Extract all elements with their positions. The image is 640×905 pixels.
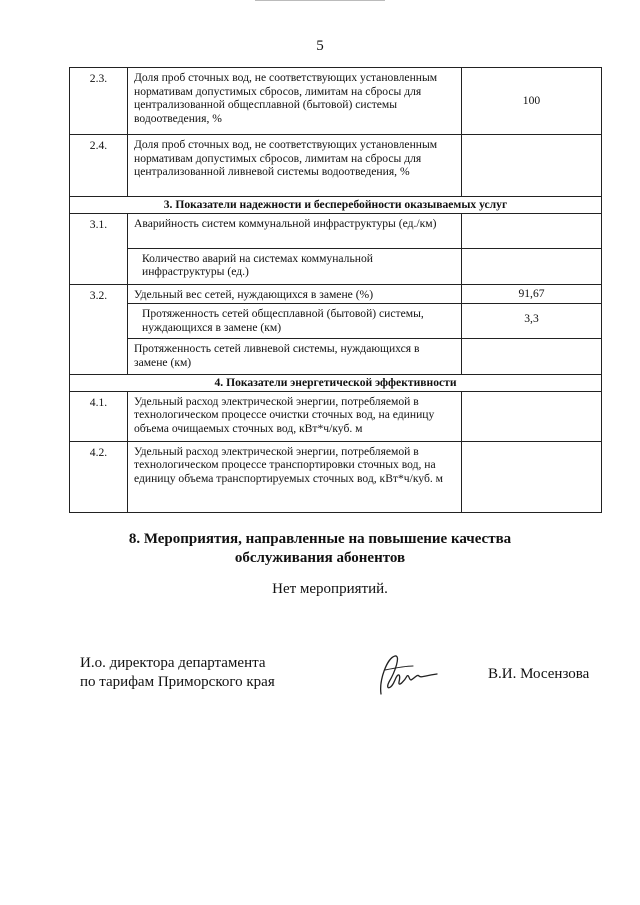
signatory-position: [80, 654, 275, 692]
table-row: [70, 391, 602, 441]
table-row: [70, 441, 602, 512]
table-row: [70, 304, 602, 339]
row-description: Удельный расход электрической энергии, потребляемой в технологическом процессе транспортировки сточных вод, на единицу объема транспортируемых сточных вод, кВт*ч/куб. м: [128, 441, 462, 512]
section-title: 3. Показатели надежности и бесперебойности оказываемых услуг: [70, 197, 602, 214]
row-value: [462, 339, 602, 375]
row-number: 2.3.: [70, 68, 128, 135]
row-value: 3,3: [462, 304, 602, 339]
row-value: [462, 213, 602, 248]
table-row: [70, 339, 602, 375]
table-row: [70, 68, 602, 135]
row-value: [462, 391, 602, 441]
row-value: [462, 135, 602, 197]
row-description: Удельный расход электрической энергии, потребляемой в технологическом процессе очистки сточных вод, на единицу объема очищаемых сточных вод, кВт*ч/куб. м: [128, 391, 462, 441]
row-number: 4.1.: [70, 391, 128, 441]
table-row: [70, 213, 602, 248]
page-number: 5: [316, 38, 324, 54]
table-row: [70, 284, 602, 304]
position-line: И.о. директора департамента: [80, 655, 266, 671]
section-title: 4. Показатели энергетической эффективности: [70, 375, 602, 392]
row-description: Доля проб сточных вод, не соответствующих установленным нормативам допустимых сбросов, лимитам на сбросы для централизованной ливневой системы водоотведения, %: [128, 135, 462, 197]
row-description: Аварийность систем коммунальной инфраструктуры (ед./км): [128, 213, 462, 248]
row-value: [462, 248, 602, 284]
top-border-line: [255, 0, 385, 1]
row-number: 4.2.: [70, 441, 128, 512]
position-line: по тарифам Приморского края: [80, 674, 275, 690]
section-header-row: [70, 197, 602, 214]
handwritten-signature: [365, 650, 445, 700]
heading-line: обслуживания абонентов: [234, 550, 406, 566]
row-number: 2.4.: [70, 135, 128, 197]
heading-line: 8. Мероприятия, направленные на повышение качества: [128, 531, 512, 547]
row-number: 3.1.: [70, 213, 128, 284]
row-value: [462, 441, 602, 512]
indicators-table: [69, 67, 602, 513]
row-description: Протяженность сетей общесплавной (бытовой) системы, нуждающихся в замене (км): [128, 304, 462, 339]
row-number: 3.2.: [70, 284, 128, 375]
table-row: [70, 135, 602, 197]
section-heading: [0, 530, 640, 568]
table-row: [70, 248, 602, 284]
section-header-row: [70, 375, 602, 392]
row-description: Доля проб сточных вод, не соответствующих установленным нормативам допустимых сбросов, лимитам на сбросы для централизованной общесплавной (бытовой) системы водоотведения, %: [128, 68, 462, 135]
row-description: Количество аварий на системах коммунальной инфраструктуры (ед.): [128, 248, 462, 284]
signatory-name: В.И. Мосензова: [488, 666, 590, 682]
row-description: Удельный вес сетей, нуждающихся в замене (%): [128, 284, 462, 304]
row-description: Протяженность сетей ливневой системы, нуждающихся в замене (км): [128, 339, 462, 375]
row-value: 100: [462, 68, 602, 135]
no-measures-text: Нет мероприятий.: [272, 581, 388, 597]
row-value: 91,67: [462, 284, 602, 304]
